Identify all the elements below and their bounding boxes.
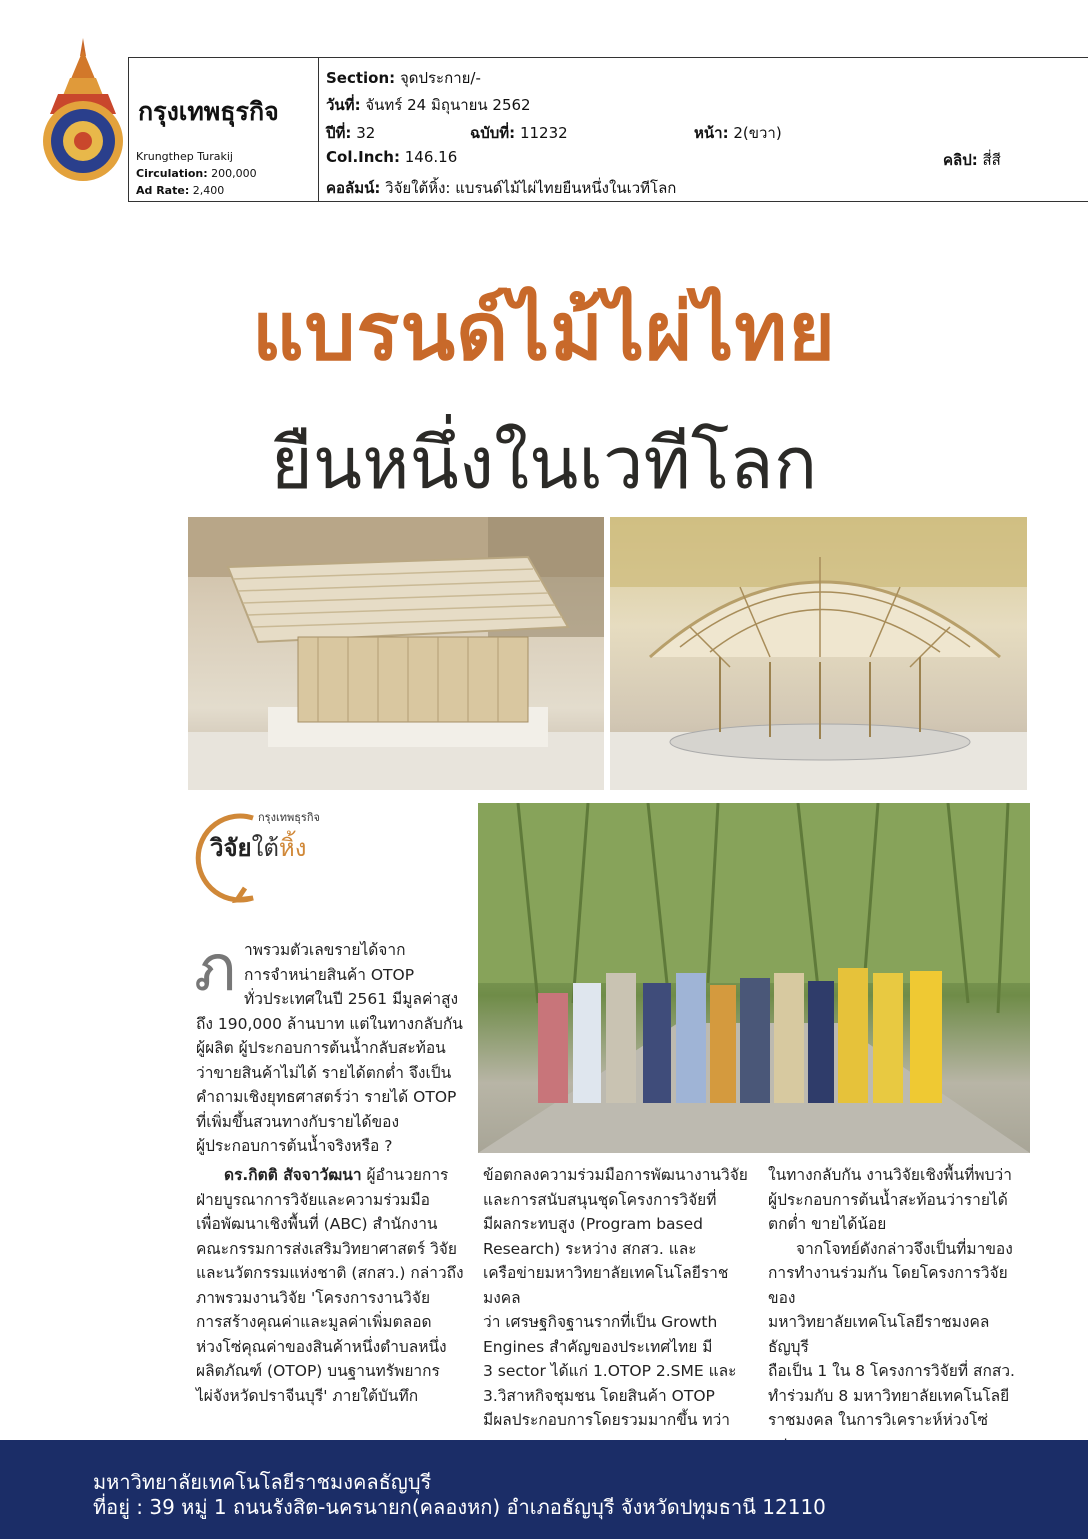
article-column-2: ข้อตกลงความร่วมมือการพัฒนางานวิจัย และการสนับสนุนชุดโครงการวิจัยที่ มีผลกระทบสูง (Program based Research) ระหว่าง สกสว. และ เครือข่ายมหาวิทยาลัยเทคโนโลยีราชมงคล ว่า เศรษฐกิจฐานรากที่เป็น Growth Engines สำคัญของประเทศไทย มี 3 sector ได้แก่ 1.OTOP 2.SME และ 3.วิสาหกิจชุมชน โดยสินค้า OTOP มีผลประกอบการโดยรวมมากขึ้น ทว่า <box>483 1166 748 1429</box>
issue-line: ฉบับที่: 11232 <box>470 124 568 142</box>
column-line: คอลัมน์: วิจัยใต้หิ้ง: แบรนด์ไม้ไผ่ไทยยืนหนึ่งในเวทีโลก <box>326 179 677 197</box>
badge-publication: กรุงเทพธุรกิจ <box>258 811 320 824</box>
badge-title: วิจัยใต้หิ้ง <box>210 834 307 862</box>
circulation: Circulation: 200,000 <box>136 167 257 180</box>
article-column-1: ดร.กิตติ สัจจาวัฒนา ผู้อำนวยการ ฝ่ายบูรณาการวิจัยและความร่วมมือ เพื่อพัฒนาเชิงพื้นที่ (ABC) สำนักงาน คณะกรรมการส่งเสริมวิทยาศาสตร์ วิจัย และนวัตกรรมแห่งชาติ (สกสว.) กล่าวถึง ภาพรวมงานวิจัย 'โครงการงานวิจัย การสร้างคุณค่าและมูลค่าเพิ่มตลอด ห่วงโซ่คุณค่าของสินค้าหนึ่งตำบลหนึ่ง ผลิตภัณฑ์ (OTOP) บนฐานทรัพยากร ไผ่จังหวัดปราจีนบุรี' ภายใต้บันทึก <box>196 1166 464 1405</box>
drop-cap: ภ <box>194 932 237 1006</box>
publication-english-name: Krungthep Turakij <box>136 150 233 163</box>
date-line: วันที่: จันทร์ 24 มิถุนายน 2562 <box>326 96 531 114</box>
footer-university-name: มหาวิทยาลัยเทคโนโลยีราชมงคลธัญบุรี <box>93 1470 432 1494</box>
photo-bamboo-house-model <box>188 517 604 790</box>
article-column-3: ในทางกลับกัน งานวิจัยเชิงพื้นที่พบว่า ผู้ประกอบการต้นน้ำสะท้อนว่ารายได้ ตกต่ำ ขายได้น้อย จากโจทย์ดังกล่าวจึงเป็นที่มาของ การทำงานร่วมกัน โดยโครงการวิจัยของ มหาวิทยาลัยเทคโนโลยีราชมงคลธัญบุรี ถือเป็น 1 ใน 8 โครงการวิจัยที่ สกสว. ทำร่วมกับ 8 มหาวิทยาลัยเทคโนโลยี ราชมงคล ในการวิเคราะห์ห่วงโซ่ <box>768 1166 1015 1429</box>
clip-line: คลิป: สี่สี <box>943 151 1001 169</box>
year-line: ปีที่: 32 <box>326 124 376 142</box>
article-intro: าพรวมตัวเลขรายได้จาก การจำหน่ายสินค้า OTOP ทั่วประเทศในปี 2561 มีมูลค่าสูง ถึง 190,000 ล้านบาท แต่ในทางกลับกัน ผู้ผลิต ผู้ประกอบการต้นน้ำกลับสะท้อน ว่าขายสินค้าไม่ได้ รายได้ตกต่ำ จึงเป็น คำถามเชิงยุทธศาสตร์ว่า รายได้ OTOP ที่เพิ่มขึ้นสวนทางกับรายได้ของ ผู้ประกอบการต้นน้ำจริงหรือ ? <box>196 941 463 1155</box>
photo-bamboo-dome-model <box>610 517 1027 790</box>
footer-address: ที่อยู่ : 39 หมู่ 1 ถนนรังสิต-นครนายก(คลองหก) อำเภอธัญบุรี จังหวัดปทุมธานี 12110 <box>93 1495 826 1519</box>
headline-main: แบรนด์ไม้ไผ่ไทย <box>252 285 836 378</box>
ad-rate: Ad Rate: 2,400 <box>136 184 225 197</box>
photo-group-bamboo-forest <box>478 803 1030 1153</box>
publication-name: กรุงเทพธุรกิจ <box>138 97 279 126</box>
colinch-line: Col.Inch: 146.16 <box>326 148 458 166</box>
header-divider <box>318 57 319 202</box>
university-logo <box>38 36 128 186</box>
section-line: Section: จุดประกาย/- <box>326 69 481 87</box>
page-line: หน้า: 2(ขวา) <box>694 124 782 142</box>
headline-sub: ยืนหนึ่งในเวทีโลก <box>270 421 818 505</box>
